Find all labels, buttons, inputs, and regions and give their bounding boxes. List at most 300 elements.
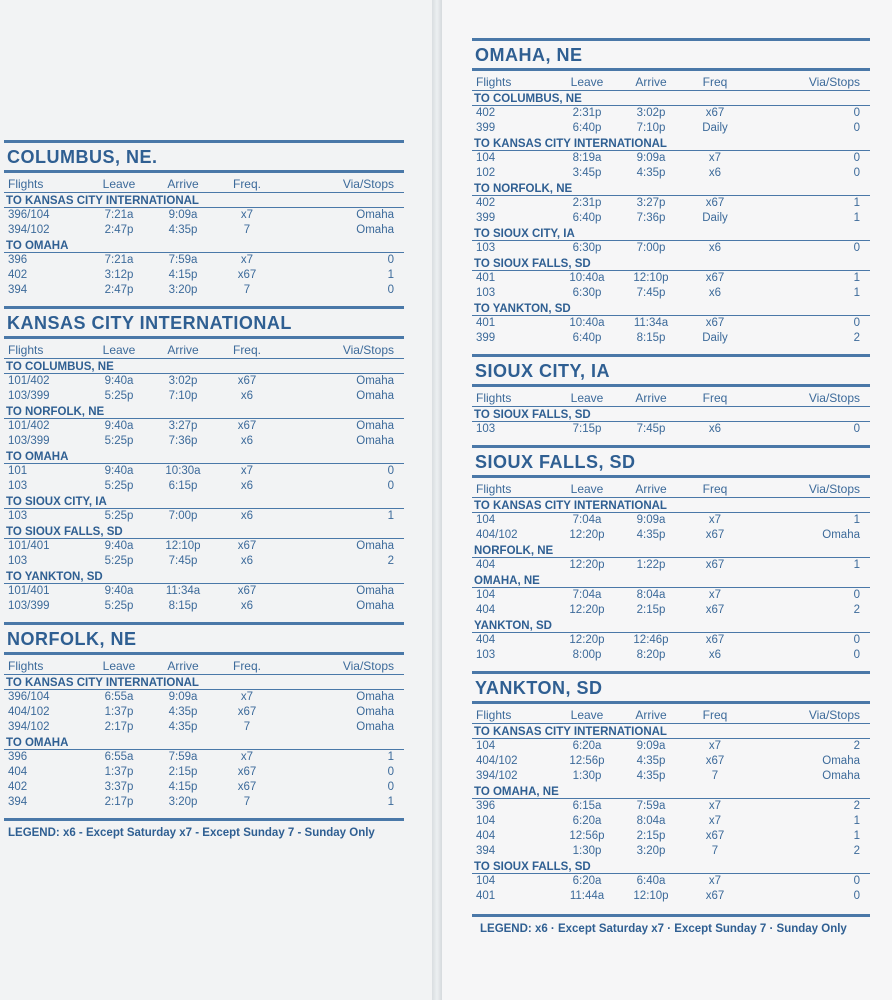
table-row bbox=[4, 419, 404, 434]
table-cell: x6 bbox=[240, 510, 254, 522]
table-row bbox=[472, 874, 870, 889]
column-header: Flights bbox=[8, 343, 44, 357]
table-cell: 2 bbox=[387, 555, 394, 567]
section-title: OMAHA, NE bbox=[472, 38, 870, 71]
table-cell: 2 bbox=[853, 332, 860, 344]
route-heading: TO SIOUX FALLS, SD bbox=[4, 524, 404, 539]
column-header: Leave bbox=[570, 75, 604, 89]
column-headers bbox=[472, 481, 870, 498]
table-cell: 396/104 bbox=[8, 691, 50, 703]
table-cell: 1 bbox=[853, 212, 860, 224]
table-cell: 3:27p bbox=[636, 197, 666, 209]
table-cell: 7:45p bbox=[636, 287, 666, 299]
table-cell: 6:40p bbox=[572, 212, 602, 224]
table-cell: 7:36p bbox=[168, 435, 198, 447]
column-header: Freq. bbox=[232, 659, 261, 673]
table-cell: Omaha bbox=[356, 721, 394, 733]
table-cell: 396 bbox=[8, 751, 28, 763]
table-cell: 7:59a bbox=[168, 751, 198, 763]
table-cell: 12:20p bbox=[569, 559, 605, 571]
table-row bbox=[4, 720, 404, 735]
column-headers bbox=[472, 390, 870, 407]
table-cell: 0 bbox=[853, 875, 860, 887]
table-cell: 396 bbox=[476, 800, 496, 812]
column-header: Via/Stops bbox=[808, 75, 860, 89]
table-cell: 4:15p bbox=[168, 781, 198, 793]
table-cell: x7 bbox=[240, 691, 254, 703]
table-cell: 0 bbox=[387, 766, 394, 778]
table-cell: Omaha bbox=[822, 755, 860, 767]
table-cell: 399 bbox=[476, 332, 496, 344]
column-headers bbox=[4, 342, 404, 359]
table-row bbox=[4, 268, 404, 283]
table-cell: 7:10p bbox=[168, 390, 198, 402]
table-cell: 4:35p bbox=[168, 224, 198, 236]
table-row bbox=[4, 539, 404, 554]
table-cell: 394 bbox=[8, 796, 28, 808]
column-header: Freq. bbox=[232, 177, 261, 191]
route-heading: TO COLUMBUS, NE bbox=[472, 91, 870, 106]
table-cell: x67 bbox=[237, 375, 257, 387]
table-row bbox=[4, 389, 404, 404]
table-cell: 9:40a bbox=[104, 585, 134, 597]
table-cell: 1 bbox=[853, 815, 860, 827]
table-cell: 3:37p bbox=[104, 781, 134, 793]
table-cell: 7 bbox=[243, 796, 251, 808]
route-heading: TO YANKTON, SD bbox=[4, 569, 404, 584]
table-cell: 3:20p bbox=[168, 796, 198, 808]
table-cell: 103 bbox=[8, 480, 28, 492]
table-cell: 103 bbox=[8, 510, 28, 522]
table-cell: 1:22p bbox=[636, 559, 666, 571]
table-cell: x7 bbox=[708, 875, 722, 887]
column-header: Arrive bbox=[635, 391, 667, 405]
column-header: Flights bbox=[476, 708, 512, 722]
table-cell: 9:09a bbox=[168, 691, 198, 703]
table-cell: 6:30p bbox=[572, 287, 602, 299]
table-cell: 2:15p bbox=[636, 830, 666, 842]
table-cell: 4:35p bbox=[168, 706, 198, 718]
column-header: Flights bbox=[8, 177, 44, 191]
table-cell: Omaha bbox=[356, 420, 394, 432]
table-row bbox=[4, 374, 404, 389]
table-cell: x67 bbox=[705, 272, 725, 284]
table-cell: 101/401 bbox=[8, 585, 50, 597]
table-cell: 3:45p bbox=[572, 167, 602, 179]
table-row bbox=[4, 434, 404, 449]
table-cell: 103/399 bbox=[8, 390, 50, 402]
table-cell: 5:25p bbox=[104, 555, 134, 567]
section-columbus-ne bbox=[4, 140, 404, 298]
table-cell: x67 bbox=[705, 107, 725, 119]
table-cell: 7 bbox=[711, 770, 719, 782]
table-cell: 6:20a bbox=[572, 875, 602, 887]
table-cell: 6:40p bbox=[572, 332, 602, 344]
table-cell: 7:45p bbox=[636, 423, 666, 435]
column-header: Arrive bbox=[635, 708, 667, 722]
table-cell: 401 bbox=[476, 272, 496, 284]
table-cell: 6:20a bbox=[572, 740, 602, 752]
table-row bbox=[472, 211, 870, 226]
table-cell: 6:20a bbox=[572, 815, 602, 827]
table-cell: Omaha bbox=[356, 585, 394, 597]
table-row bbox=[4, 584, 404, 599]
table-row bbox=[472, 739, 870, 754]
right-schedule-column bbox=[472, 38, 870, 935]
table-cell: 4:35p bbox=[636, 529, 666, 541]
table-cell: 7:04a bbox=[572, 514, 602, 526]
table-cell: 9:40a bbox=[104, 375, 134, 387]
table-row bbox=[472, 829, 870, 844]
table-row bbox=[472, 241, 870, 256]
table-cell: 101 bbox=[8, 465, 28, 477]
column-header: Freq bbox=[702, 75, 728, 89]
section-title: KANSAS CITY INTERNATIONAL bbox=[4, 306, 404, 339]
column-headers bbox=[4, 658, 404, 675]
table-cell: 102 bbox=[476, 167, 496, 179]
table-row bbox=[472, 603, 870, 618]
table-row bbox=[4, 464, 404, 479]
section-norfolk-ne bbox=[4, 622, 404, 810]
table-cell: 8:15p bbox=[636, 332, 666, 344]
table-cell: x67 bbox=[237, 585, 257, 597]
table-cell: x6 bbox=[708, 423, 722, 435]
table-cell: x6 bbox=[240, 555, 254, 567]
table-cell: 396 bbox=[8, 254, 28, 266]
column-headers bbox=[472, 74, 870, 91]
table-row bbox=[472, 121, 870, 136]
table-row bbox=[472, 513, 870, 528]
table-cell: 394 bbox=[8, 284, 28, 296]
route-heading: TO OMAHA bbox=[4, 238, 404, 253]
table-cell: 7:15p bbox=[572, 423, 602, 435]
table-cell: 3:20p bbox=[636, 845, 666, 857]
table-cell: 394/102 bbox=[8, 224, 50, 236]
table-cell: 394/102 bbox=[8, 721, 50, 733]
table-cell: 2 bbox=[853, 604, 860, 616]
table-cell: 399 bbox=[476, 212, 496, 224]
route-heading: TO SIOUX FALLS, SD bbox=[472, 256, 870, 271]
route-heading: TO KANSAS CITY INTERNATIONAL bbox=[472, 136, 870, 151]
table-cell: 7:36p bbox=[636, 212, 666, 224]
table-cell: 7 bbox=[243, 224, 251, 236]
table-row bbox=[472, 528, 870, 543]
table-cell: 404/102 bbox=[476, 529, 518, 541]
table-cell: 9:40a bbox=[104, 420, 134, 432]
table-cell: 104 bbox=[476, 815, 496, 827]
table-row bbox=[4, 705, 404, 720]
table-row bbox=[4, 599, 404, 614]
route-heading: TO NORFOLK, NE bbox=[4, 404, 404, 419]
table-cell: 1 bbox=[853, 514, 860, 526]
column-header: Freq bbox=[702, 391, 728, 405]
table-cell: x7 bbox=[708, 740, 722, 752]
table-cell: 7:21a bbox=[104, 209, 134, 221]
column-header: Leave bbox=[102, 659, 136, 673]
column-header: Arrive bbox=[635, 482, 667, 496]
table-row bbox=[472, 106, 870, 121]
section-kansas-city-international bbox=[4, 306, 404, 614]
table-row bbox=[472, 196, 870, 211]
route-heading: TO OMAHA, NE bbox=[472, 784, 870, 799]
route-heading: YANKTON, SD bbox=[472, 618, 870, 633]
table-cell: 7 bbox=[243, 721, 251, 733]
table-cell: 10:30a bbox=[165, 465, 201, 477]
table-cell: 6:40a bbox=[636, 875, 666, 887]
table-cell: 10:40a bbox=[569, 272, 605, 284]
table-cell: 5:25p bbox=[104, 480, 134, 492]
table-cell: x7 bbox=[240, 751, 254, 763]
table-cell: 8:00p bbox=[572, 649, 602, 661]
table-cell: 7 bbox=[243, 284, 251, 296]
route-heading: TO KANSAS CITY INTERNATIONAL bbox=[472, 724, 870, 739]
table-cell: 9:09a bbox=[636, 740, 666, 752]
table-cell: 4:35p bbox=[636, 755, 666, 767]
table-cell: 1:37p bbox=[104, 706, 134, 718]
table-cell: 11:34a bbox=[633, 317, 669, 329]
table-row bbox=[472, 889, 870, 904]
table-cell: x7 bbox=[708, 800, 722, 812]
section-title: COLUMBUS, NE. bbox=[4, 140, 404, 173]
table-row bbox=[472, 558, 870, 573]
table-row bbox=[472, 844, 870, 859]
table-cell: 101/402 bbox=[8, 420, 50, 432]
table-cell: 0 bbox=[853, 242, 860, 254]
table-cell: x67 bbox=[237, 706, 257, 718]
table-row bbox=[4, 253, 404, 268]
table-cell: 0 bbox=[853, 167, 860, 179]
table-row bbox=[472, 769, 870, 784]
table-cell: 2:31p bbox=[572, 197, 602, 209]
column-header: Leave bbox=[570, 708, 604, 722]
table-cell: Daily bbox=[702, 122, 728, 134]
table-cell: 8:20p bbox=[636, 649, 666, 661]
table-cell: 1:30p bbox=[572, 845, 602, 857]
section-yankton-sd bbox=[472, 671, 870, 904]
table-cell: x67 bbox=[237, 781, 257, 793]
table-cell: 101/401 bbox=[8, 540, 50, 552]
route-heading: TO YANKTON, SD bbox=[472, 301, 870, 316]
table-cell: 12:20p bbox=[569, 529, 605, 541]
table-cell: x7 bbox=[240, 465, 254, 477]
table-cell: x6 bbox=[708, 242, 722, 254]
table-cell: 394 bbox=[476, 845, 496, 857]
table-cell: 12:56p bbox=[569, 755, 605, 767]
table-cell: 1 bbox=[387, 796, 394, 808]
route-heading: TO SIOUX CITY, IA bbox=[4, 494, 404, 509]
table-row bbox=[4, 750, 404, 765]
table-cell: Omaha bbox=[822, 529, 860, 541]
route-heading: TO NORFOLK, NE bbox=[472, 181, 870, 196]
table-cell: x6 bbox=[708, 649, 722, 661]
table-cell: 10:40a bbox=[569, 317, 605, 329]
table-cell: 7:21a bbox=[104, 254, 134, 266]
table-row bbox=[472, 151, 870, 166]
table-cell: x6 bbox=[240, 600, 254, 612]
route-heading: TO COLUMBUS, NE bbox=[4, 359, 404, 374]
table-cell: 402 bbox=[476, 107, 496, 119]
table-cell: 103 bbox=[476, 242, 496, 254]
table-cell: 404 bbox=[476, 634, 496, 646]
column-header: Via/Stops bbox=[808, 708, 860, 722]
table-cell: 0 bbox=[853, 423, 860, 435]
table-cell: 9:40a bbox=[104, 540, 134, 552]
table-cell: 1 bbox=[387, 269, 394, 281]
table-cell: 404 bbox=[8, 766, 28, 778]
table-cell: 2 bbox=[853, 800, 860, 812]
table-cell: 1 bbox=[387, 510, 394, 522]
table-cell: 404 bbox=[476, 830, 496, 842]
section-title: SIOUX FALLS, SD bbox=[472, 445, 870, 478]
table-cell: 404/102 bbox=[8, 706, 50, 718]
table-row bbox=[4, 509, 404, 524]
table-cell: 7 bbox=[711, 845, 719, 857]
table-cell: 1:37p bbox=[104, 766, 134, 778]
table-cell: 1 bbox=[853, 830, 860, 842]
table-cell: 0 bbox=[853, 890, 860, 902]
table-cell: 402 bbox=[476, 197, 496, 209]
table-cell: 8:04a bbox=[636, 815, 666, 827]
table-row bbox=[472, 331, 870, 346]
table-cell: 12:56p bbox=[569, 830, 605, 842]
table-cell: 0 bbox=[853, 589, 860, 601]
column-header: Flights bbox=[8, 659, 44, 673]
table-cell: x67 bbox=[705, 197, 725, 209]
table-cell: 7:59a bbox=[636, 800, 666, 812]
table-row bbox=[4, 283, 404, 298]
table-row bbox=[472, 633, 870, 648]
table-cell: Omaha bbox=[356, 390, 394, 402]
table-cell: 12:46p bbox=[633, 634, 669, 646]
table-cell: x67 bbox=[705, 634, 725, 646]
table-cell: 0 bbox=[387, 480, 394, 492]
table-cell: 401 bbox=[476, 890, 496, 902]
table-cell: 7:45p bbox=[168, 555, 198, 567]
table-cell: x67 bbox=[237, 420, 257, 432]
table-cell: 8:15p bbox=[168, 600, 198, 612]
table-row bbox=[4, 554, 404, 569]
table-cell: 5:25p bbox=[104, 390, 134, 402]
table-cell: 3:27p bbox=[168, 420, 198, 432]
table-cell: x7 bbox=[708, 589, 722, 601]
column-header: Via/Stops bbox=[808, 391, 860, 405]
section-omaha-ne bbox=[472, 38, 870, 346]
table-cell: 12:20p bbox=[569, 634, 605, 646]
table-cell: 3:20p bbox=[168, 284, 198, 296]
table-cell: 7:59a bbox=[168, 254, 198, 266]
table-row bbox=[472, 588, 870, 603]
table-cell: 5:25p bbox=[104, 600, 134, 612]
legend: LEGEND: x6 · Except Saturday x7 · Except Sunday 7 · Sunday Only bbox=[472, 914, 870, 935]
table-cell: Omaha bbox=[356, 224, 394, 236]
table-cell: 6:15p bbox=[168, 480, 198, 492]
table-row bbox=[472, 799, 870, 814]
table-cell: 402 bbox=[8, 781, 28, 793]
table-cell: x67 bbox=[237, 766, 257, 778]
column-header: Leave bbox=[570, 391, 604, 405]
table-row bbox=[4, 479, 404, 494]
table-cell: 8:19a bbox=[572, 152, 602, 164]
table-cell: 0 bbox=[853, 122, 860, 134]
table-cell: 2:15p bbox=[168, 766, 198, 778]
table-cell: Omaha bbox=[356, 209, 394, 221]
table-row bbox=[472, 271, 870, 286]
table-row bbox=[4, 690, 404, 705]
table-cell: x67 bbox=[705, 529, 725, 541]
table-cell: 2:17p bbox=[104, 721, 134, 733]
table-cell: 6:30p bbox=[572, 242, 602, 254]
column-header: Leave bbox=[102, 343, 136, 357]
column-header: Arrive bbox=[635, 75, 667, 89]
table-cell: 404/102 bbox=[476, 755, 518, 767]
table-cell: 11:34a bbox=[165, 585, 201, 597]
table-cell: 2:47p bbox=[104, 284, 134, 296]
column-header: Freq bbox=[702, 708, 728, 722]
table-cell: 4:35p bbox=[168, 721, 198, 733]
table-cell: 11:44a bbox=[569, 890, 605, 902]
section-title: SIOUX CITY, IA bbox=[472, 354, 870, 387]
route-heading: OMAHA, NE bbox=[472, 573, 870, 588]
table-cell: 404 bbox=[476, 604, 496, 616]
table-cell: 6:55a bbox=[104, 691, 134, 703]
table-cell: 1:30p bbox=[572, 770, 602, 782]
table-cell: x7 bbox=[708, 514, 722, 526]
table-cell: 0 bbox=[853, 107, 860, 119]
table-cell: Daily bbox=[702, 332, 728, 344]
route-heading: TO KANSAS CITY INTERNATIONAL bbox=[4, 675, 404, 690]
column-header: Freq. bbox=[232, 343, 261, 357]
table-cell: x6 bbox=[240, 390, 254, 402]
route-heading: TO KANSAS CITY INTERNATIONAL bbox=[472, 498, 870, 513]
table-row bbox=[472, 166, 870, 181]
table-cell: 7:00p bbox=[636, 242, 666, 254]
table-cell: 8:04a bbox=[636, 589, 666, 601]
column-header: Leave bbox=[570, 482, 604, 496]
route-heading: TO OMAHA bbox=[4, 449, 404, 464]
table-row bbox=[4, 223, 404, 238]
table-cell: 103/399 bbox=[8, 435, 50, 447]
section-sioux-falls-sd bbox=[472, 445, 870, 663]
table-cell: 103/399 bbox=[8, 600, 50, 612]
column-header: Via/Stops bbox=[342, 343, 394, 357]
table-cell: x67 bbox=[237, 269, 257, 281]
table-cell: 6:15a bbox=[572, 800, 602, 812]
table-cell: x67 bbox=[705, 317, 725, 329]
route-heading: TO OMAHA bbox=[4, 735, 404, 750]
table-cell: x67 bbox=[705, 755, 725, 767]
table-cell: Omaha bbox=[356, 600, 394, 612]
route-heading: TO KANSAS CITY INTERNATIONAL bbox=[4, 193, 404, 208]
section-title: NORFOLK, NE bbox=[4, 622, 404, 655]
table-cell: 7:04a bbox=[572, 589, 602, 601]
legend: LEGEND: x6 - Except Saturday x7 - Except Sunday 7 - Sunday Only bbox=[4, 818, 404, 839]
table-row bbox=[472, 316, 870, 331]
table-cell: 2 bbox=[853, 740, 860, 752]
table-cell: 104 bbox=[476, 589, 496, 601]
table-row bbox=[472, 754, 870, 769]
table-cell: 5:25p bbox=[104, 435, 134, 447]
table-cell: 12:10p bbox=[633, 272, 669, 284]
table-cell: Omaha bbox=[356, 706, 394, 718]
table-cell: 3:02p bbox=[636, 107, 666, 119]
table-cell: 1 bbox=[853, 287, 860, 299]
column-header: Arrive bbox=[167, 659, 199, 673]
section-sioux-city-ia bbox=[472, 354, 870, 437]
route-heading: TO SIOUX FALLS, SD bbox=[472, 859, 870, 874]
table-cell: 2 bbox=[853, 845, 860, 857]
table-cell: 0 bbox=[853, 649, 860, 661]
table-cell: x67 bbox=[705, 559, 725, 571]
